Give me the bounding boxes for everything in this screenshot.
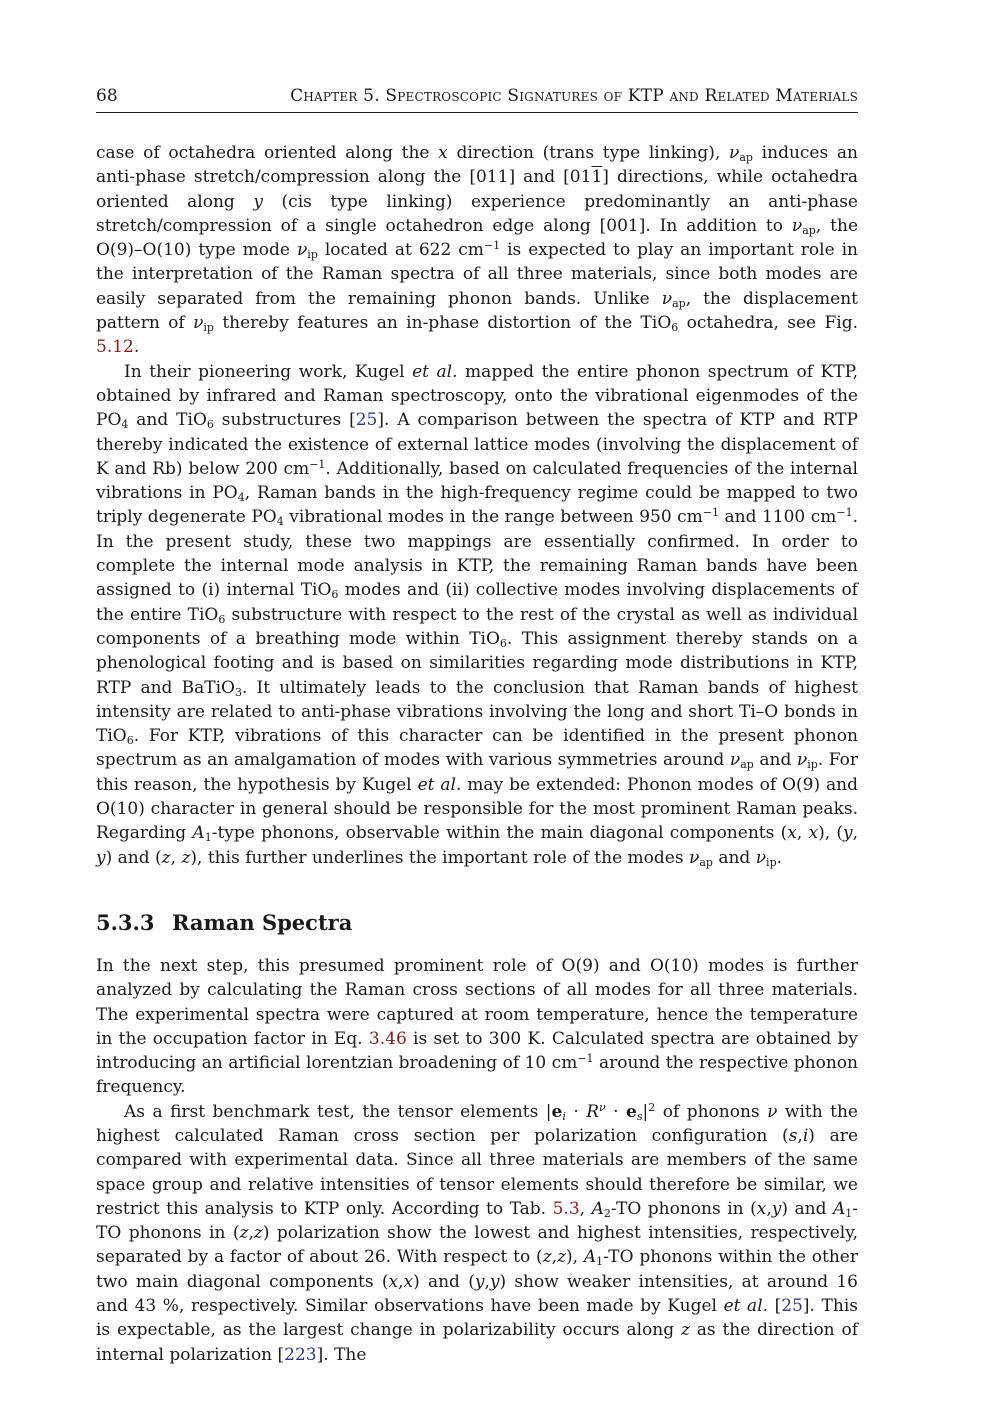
paragraph-2: In their pioneering work, Kugel et al. mapped the entire phonon spectrum of KTP, obtained by infrared and Raman spectroscopy, onto the vibrational eigenmodes of the $PO_4$ and TiO$_6$ substructures [25]. A comparison between the spectra of KTP and RTP thereby indicated the existence of external lattice modes (involving the displacement of K and Rb) below 200 $cm^{-1}$. Additionally, based on calculated frequencies of the internal vibrations in $PO_4$, Raman bands in the high-frequency regime could be mapped to two triply degenerate $PO_4$ vibrational modes in the range between 950 $cm^{-1}$ and 1100 $cm^{-1}$. In the present study, these two mappings are essentially confirmed. In order to complete the internal mode analysis in KTP, the remaining Raman bands have been assigned to (i) internal TiO$_6$ modes and (ii) collective modes involving displacements of the entire TiO$_6$ substructure with respect to the rest of the crystal as well as individual components of a breathing mode within TiO$_6$. This assignment thereby stands on a phenological footing and is based on similarities regarding mode distributions in KTP, RTP and BaTiO$_3$. It ultimately leads to the conclusion that Raman bands of highest intensity are related to anti-phase vibrations involving the long and short Ti–O bonds in TiO$_6$. For KTP, vibrations of this character can be identified in the present phonon spectrum as an amalgamation of modes with various symmetries around $\nu_{ap}$ and $\nu_{ip}$. For this reason, the hypothesis by Kugel et al. may be extended: Phonon modes of O(9) and O(10) character in general should be responsible for the most prominent Raman peaks. Regarding $A_1$-type phonons, observable within the main diagonal components (x, x), (y, y) and (z, z), this further underlines the important role of the modes $\nu_{ap}$ and $\nu_{ip}$. [96, 361, 859, 869]
citation-link[interactable]: 223 [284, 1344, 317, 1365]
citation-link[interactable]: 25 [781, 1296, 803, 1317]
figure-link[interactable]: 5.12 [96, 337, 134, 358]
text-body [96, 141, 858, 1367]
table-link[interactable]: 5.3 [552, 1198, 580, 1219]
running-header [96, 86, 858, 113]
section-title: Raman Spectra [172, 909, 353, 935]
equation-link[interactable]: 3.46 [368, 1028, 407, 1049]
chapter-title: Chapter 5. Spectroscopic Signatures of KTP and Related Materials [290, 86, 858, 106]
paragraph-3: In the next step, this presumed prominent role of O(9) and O(10) modes is further analyzed by calculating the Raman cross sections of all modes for all three materials. The experimental spectra were captured at room temperature, hence the temperature in the occupation factor in Eq. 3.46 is set to 300 K. Calculated spectra are obtained by introducing an artificial lorentzian broadening of 10 $cm^{-1}$ around the respective phonon frequency. [96, 955, 858, 1098]
paragraph-1: case of octahedra oriented along the x direction (trans type linking), $\nu_{ap}$ induces an anti-phase stretch/compression along the [011] and [011] directions, while octahedra oriented along y (cis type linking) experience predominantly an anti-phase stretch/compression of a single octahedron edge along [001]. In addition to $\nu_{ap}$, the O(9)–O(10) type mode $\nu_{ip}$ located at 622 $cm^{-1}$ is expected to play an important role in the interpretation of the Raman spectra of all three materials, since both modes are easily separated from the remaining phonon bands. Unlike $\nu_{ap}$, the displacement pattern of $\nu_{ip}$ thereby features an in-phase distortion of the TiO$_6$ octahedra, see Fig. 5.12. [96, 143, 859, 358]
section-number: 5.3.3 [96, 909, 155, 935]
paragraph-4: As a first benchmark test, the tensor elements $|e_i \cdot R^\nu \cdot e_s|^2$ of phonons ν with the highest calculated Raman cross section per polarization configuration (s,i) are compared with experimental data. Since all three materials are members of the same space group and relative intensities of tensor elements should therefore be similar, we restrict this analysis to KTP only. According to Tab. 5.3, $A_2-TO$ phonons in (x,y) and $A_1-TO$ phonons in (z,z) polarization show the lowest and highest intensities, respectively, separated by a factor of about 26. With respect to (z,z), $A_1-TO$ phonons within the other two main diagonal components (x,x) and (y,y) show weaker intensities, at around 16 and 43 %, respectively. Similar observations have been made by Kugel et al. [25]. This is expectable, as the largest change in polarizability occurs along z as the direction of internal polarization [223]. The [96, 1100, 859, 1365]
citation-link[interactable]: 25 [355, 410, 378, 431]
page-number: 68 [96, 86, 118, 106]
page [96, 86, 858, 1367]
section-heading [96, 910, 858, 936]
